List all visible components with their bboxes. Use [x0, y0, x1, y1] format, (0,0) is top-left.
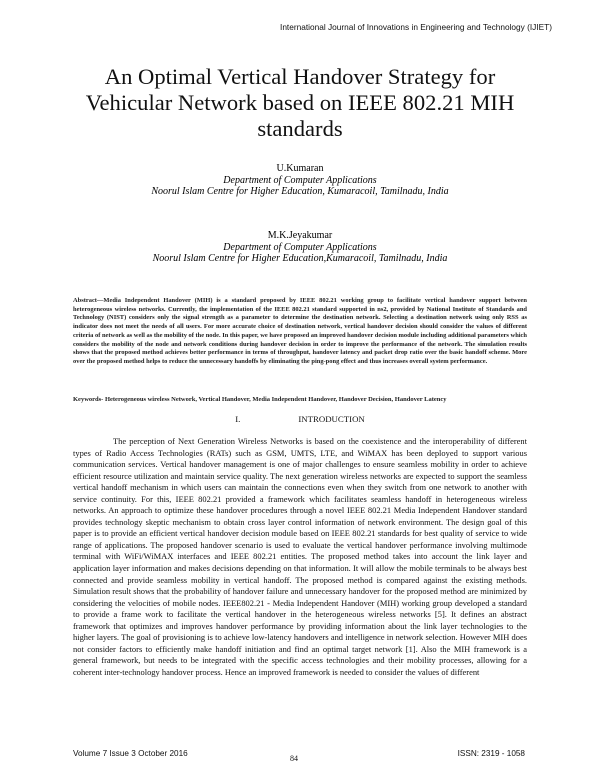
footer-issn: ISSN: 2319 - 1058: [457, 749, 525, 758]
journal-header: International Journal of Innovations in Engineering and Technology (IJIET): [280, 22, 552, 32]
section-title: INTRODUCTION: [298, 414, 365, 424]
author-department: Department of Computer Applications: [223, 174, 377, 186]
author-institution: Noorul Islam Centre for Higher Education, Kumaracoil, Tamilnadu, India: [151, 186, 449, 198]
section-heading: [0, 414, 600, 424]
paper-title: An Optimal Vertical Handover Strategy for Vehicular Network based on IEEE 802.21 MIH standards: [85, 64, 515, 141]
section-number: I.: [235, 414, 241, 424]
author-department: Department of Computer Applications: [223, 241, 377, 253]
author-name: M.K.Jeyakumar: [267, 230, 333, 241]
introduction-body: [73, 436, 527, 678]
author-name: U.Kumaran: [276, 163, 324, 174]
footer-volume: Volume 7 Issue 3 October 2016: [73, 749, 188, 758]
page-number: 84: [290, 754, 298, 763]
abstract: Abstract—Media Independent Handover (MIH) is a standard proposed by IEEE 802.21 working group to facilitate vertical handover support between heterogeneous wireless networks. Currently, the implementation of the IEEE 802.21 standard supported in ns2, provided by National Institute of Standards and Technology (NIST) considers only the signal strength as a parameter to determine the destination network. Selecting a destination network using only RSS as indicator does not meet the needs of all users. For more accurate choice of destination network, vertical handover decision should consider the values of different criteria of network as well as the mobility of the node. In this paper, we have proposed an improved handover decision module including additional parameters which considers the mobility of the node and network conditions during handover decision in order to improve the performance of the network. The simulation results shows that the proposed method achieves better performance in terms of throughput, handover latency and packet drop ratio over the basic handoff scheme. More over the proposed method helps to reduce the unnecessary handoffs by eliminating the ping-pong effect and thus increases overall system performance.: [73, 297, 527, 365]
paragraph: The perception of Next Generation Wireless Networks is based on the coexistence and the interoperability of different types of Radio Access Technologies (RATs) such as GSM, UMTS, LTE, and WiMAX has been deployed to support various communication services. Vertical handover management is one of major challenges to ensure seamless mobility in order to achieve efficient resource utilization and maintain service quality. The next generation wireless networks are expected to support the seamless vertical handoff mechanism in which users can maintain the connections even when they switch from one network to another with service continuity. For this, IEEE 802.21 provided a framework which facilitates seamless handoff in heterogeneous wireless networks. An approach to optimize these handover procedures through a novel IEEE 802.21 Media Independent Handover standard provides technology skeptic mechanism to obtain cross layer control information of network environment. The design goal of this paper is to provide an efficient vertical handover decision module based on IEEE 802.21 standards for best quality of service to wide range of applications. The proposed handover scenario is used to evaluate the vertical handover performance involving multimode terminal with WiFi/WiMAX interfaces and IEEE 802.21 entities. The proposed method takes into account the link layer and application layer information and makes decisions depending on that information. It will allow the mobile terminals to be always best connected and provide seamless mobility in vertical handoff. The proposed method is compared against the existing methods. Simulation result shows that the probability of handover failure and unnecessary handover for the proposed method are minimized by considering the velocities of mobile nodes. IEEE802.21 - Media Independent Handover (MIH) working group developed a standard to provide a frame work to facilitate the vertical handover in the heterogeneous wireless networks [5]. It defines an abstract framework that optimizes and improves handover performance by providing information about the link layer technologies to the higher layers. The goal of provisioning is to achieve low-latency handovers and intelligence in network selection. However MIH does not consider factors to efficiently make handoff initiation and find an optimal target network [1]. Also the MIH framework is a general framework, but needs to be integrated with the specific access technologies and their mobility processes, allowing for a coherent inter-technology handover process. Hence an improved framework is needed to consider the values of different: [73, 436, 527, 677]
author-block-1: [60, 163, 540, 198]
author-institution: Noorul Islam Centre for Higher Education,Kumaracoil, Tamilnadu, India: [152, 253, 448, 265]
keywords: Keywords- Heterogeneous wireless Network, Vertical Handover, Media Independent Handover, Handover Decision, Handover Latency: [73, 396, 447, 403]
author-block-2: [60, 230, 540, 265]
